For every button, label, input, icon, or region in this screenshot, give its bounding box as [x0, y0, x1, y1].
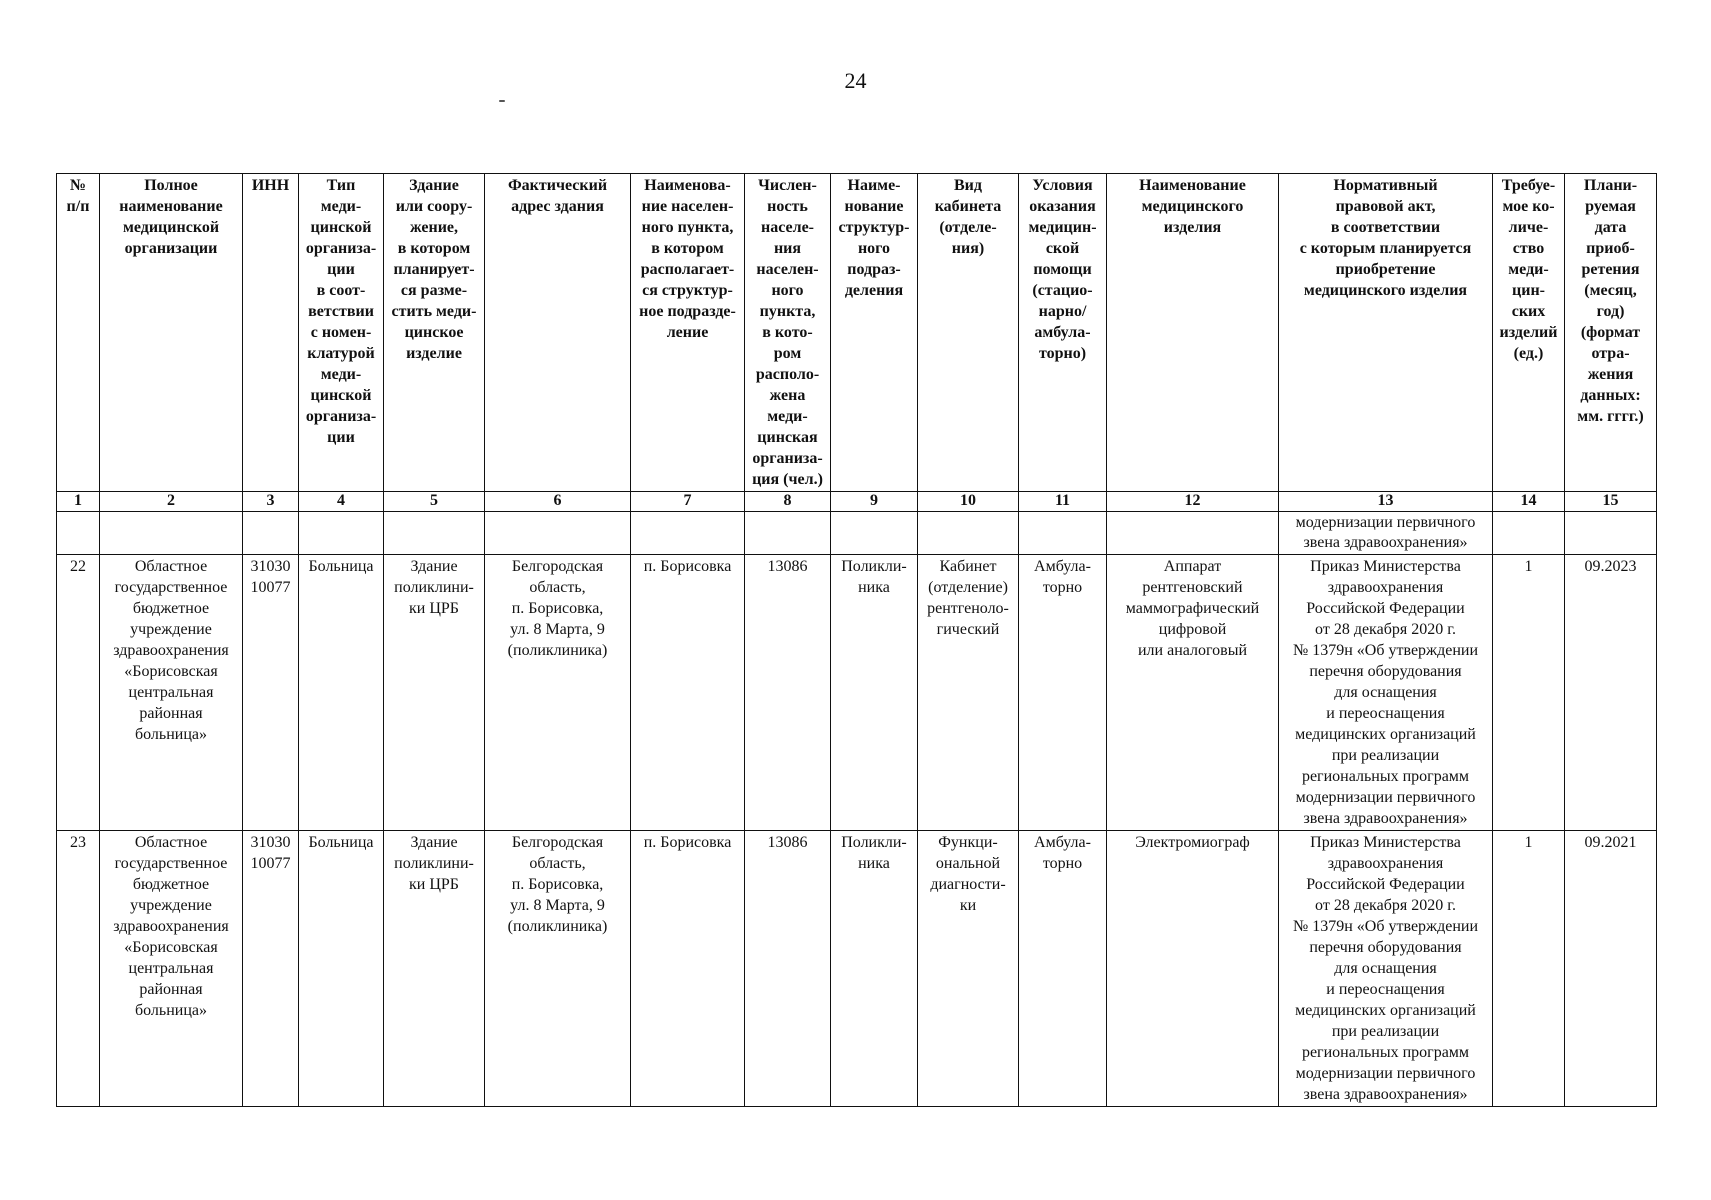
purchase-date-cell: 09.2021	[1565, 831, 1657, 1107]
column-number: 1	[57, 492, 100, 512]
header-cell-6: Фактический адрес здания	[485, 174, 631, 492]
empty-cell	[485, 512, 631, 555]
table-row	[57, 555, 1657, 831]
empty-cell	[918, 512, 1019, 555]
legal-act-cell: Приказ Министерства здравоохранения Российской Федерации от 28 декабря 2020 г. № 1379н «Об утверждении перечня оборудования для оснащения и переоснащения медицинских организаций при реализации региональных программ модернизации первичного звена здравоохранения»	[1279, 831, 1493, 1107]
header-row	[57, 174, 1657, 492]
column-number: 14	[1493, 492, 1565, 512]
empty-cell	[384, 512, 485, 555]
header-cell-12: Наименование медицинского изделия	[1107, 174, 1279, 492]
continuation-row	[57, 512, 1657, 555]
column-number: 11	[1019, 492, 1107, 512]
device-name-cell: Аппарат рентгеновский маммографический цифровой или аналоговый	[1107, 555, 1279, 831]
inn-cell: 31030 10077	[243, 555, 299, 831]
column-number: 9	[831, 492, 918, 512]
empty-cell	[1493, 512, 1565, 555]
device-name-cell: Электромиограф	[1107, 831, 1279, 1107]
header-cell-10: Вид кабинета (отделе- ния)	[918, 174, 1019, 492]
header-cell-15: Плани- руемая дата приоб- ретения (месяц, год) (формат отра- жения данных: мм. гггг.)	[1565, 174, 1657, 492]
organization-name-cell: Областное государственное бюджетное учреждение здравоохранения «Борисовская центральная районная больница»	[100, 555, 243, 831]
empty-cell	[243, 512, 299, 555]
empty-cell	[745, 512, 831, 555]
care-conditions-cell: Амбула- торно	[1019, 831, 1107, 1107]
empty-cell	[57, 512, 100, 555]
population-cell: 13086	[745, 555, 831, 831]
column-number: 2	[100, 492, 243, 512]
page-number: 24	[844, 68, 867, 93]
header-cell-5: Здание или соору- жение, в котором планирует- ся разме- стить меди- цинское изделие	[384, 174, 485, 492]
empty-cell	[1019, 512, 1107, 555]
row-number-cell: 22	[57, 555, 100, 831]
legal-act-cell: модернизации первичного звена здравоохранения»	[1279, 512, 1493, 555]
column-number: 5	[384, 492, 485, 512]
header-cell-3: ИНН	[243, 174, 299, 492]
organization-name-cell: Областное государственное бюджетное учреждение здравоохранения «Борисовская центральная районная больница»	[100, 831, 243, 1107]
empty-cell	[831, 512, 918, 555]
cabinet-type-cell: Кабинет (отделение) рентгеноло- гический	[918, 555, 1019, 831]
inn-cell: 31030 10077	[243, 831, 299, 1107]
empty-cell	[631, 512, 745, 555]
column-number: 15	[1565, 492, 1657, 512]
row-number-cell: 23	[57, 831, 100, 1107]
address-cell: Белгородская область, п. Борисовка, ул. 8 Марта, 9 (поликлиника)	[485, 831, 631, 1107]
header-cell-1: № п/п	[57, 174, 100, 492]
header-cell-9: Наиме- нование структур- ного подраз- деления	[831, 174, 918, 492]
header-cell-7: Наименова- ние населен- ного пункта, в котором располагает- ся структур- ное подразде- ление	[631, 174, 745, 492]
purchase-date-cell: 09.2023	[1565, 555, 1657, 831]
building-cell: Здание поликлини- ки ЦРБ	[384, 831, 485, 1107]
scan-speck	[499, 100, 505, 102]
empty-cell	[100, 512, 243, 555]
header-cell-4: Тип меди- цинской организа- ции в соот- ветствии с номен- клатурой меди- цинской организа- ции	[299, 174, 384, 492]
column-number: 13	[1279, 492, 1493, 512]
quantity-cell: 1	[1493, 555, 1565, 831]
building-cell: Здание поликлини- ки ЦРБ	[384, 555, 485, 831]
table-row	[57, 831, 1657, 1107]
quantity-cell: 1	[1493, 831, 1565, 1107]
equipment-table	[56, 173, 1657, 1107]
header-cell-2: Полное наименование медицинской организации	[100, 174, 243, 492]
column-number: 8	[745, 492, 831, 512]
header-cell-14: Требуе- мое ко- личе- ство меди- цин- ских изделий (ед.)	[1493, 174, 1565, 492]
organization-type-cell: Больница	[299, 555, 384, 831]
population-cell: 13086	[745, 831, 831, 1107]
column-number: 12	[1107, 492, 1279, 512]
settlement-cell: п. Борисовка	[631, 831, 745, 1107]
column-number: 10	[918, 492, 1019, 512]
column-number: 7	[631, 492, 745, 512]
organization-type-cell: Больница	[299, 831, 384, 1107]
division-cell: Поликли- ника	[831, 831, 918, 1107]
header-cell-13: Нормативный правовой акт, в соответствии с которым планируется приобретение медицинского изделия	[1279, 174, 1493, 492]
legal-act-cell: Приказ Министерства здравоохранения Российской Федерации от 28 декабря 2020 г. № 1379н «Об утверждении перечня оборудования для оснащения и переоснащения медицинских организаций при реализации региональных программ модернизации первичного звена здравоохранения»	[1279, 555, 1493, 831]
division-cell: Поликли- ника	[831, 555, 918, 831]
empty-cell	[1107, 512, 1279, 555]
column-number: 4	[299, 492, 384, 512]
address-cell: Белгородская область, п. Борисовка, ул. 8 Марта, 9 (поликлиника)	[485, 555, 631, 831]
column-number-row	[57, 492, 1657, 512]
care-conditions-cell: Амбула- торно	[1019, 555, 1107, 831]
column-number: 6	[485, 492, 631, 512]
header-cell-11: Условия оказания медицин- ской помощи (стацио- нарно/ амбула- торно)	[1019, 174, 1107, 492]
column-number: 3	[243, 492, 299, 512]
settlement-cell: п. Борисовка	[631, 555, 745, 831]
header-cell-8: Числен- ность населе- ния населен- ного пункта, в кото- ром располо- жена меди- цинская организа- ция (чел.)	[745, 174, 831, 492]
empty-cell	[299, 512, 384, 555]
empty-cell	[1565, 512, 1657, 555]
cabinet-type-cell: Функци- ональной диагности- ки	[918, 831, 1019, 1107]
